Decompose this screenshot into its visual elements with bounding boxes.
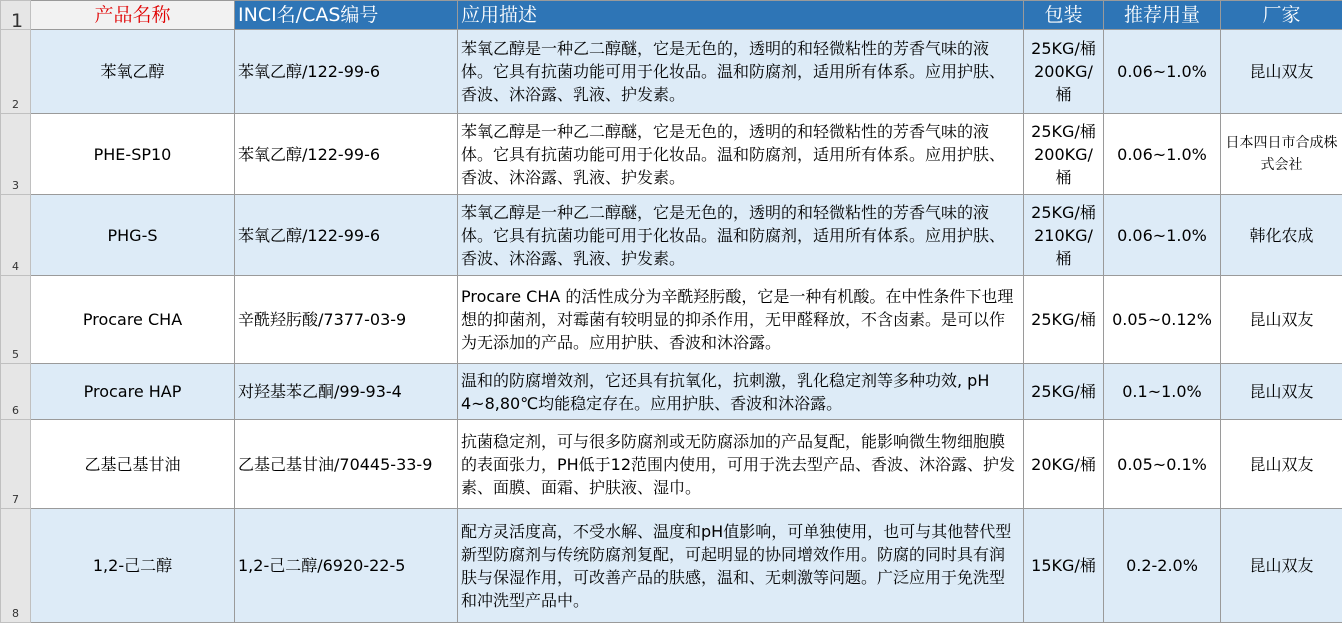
cell-maker[interactable]: 日本四日市合成株式会社: [1221, 114, 1342, 195]
row-number[interactable]: 7: [1, 420, 31, 509]
cell-desc[interactable]: 配方灵活度高，不受水解、温度和pH值影响，可单独使用，也可与其他替代型新型防腐剂与传统防腐剂复配，可起明显的协同增效作用。防腐的同时具有润肤与保湿作用，可改善产品的肤感，温和、无刺激等问题。广泛应用于免洗型和冲洗型产品中。: [458, 509, 1024, 623]
cell-name[interactable]: 乙基己基甘油: [31, 420, 235, 509]
cell-dose[interactable]: 0.1~1.0%: [1104, 364, 1221, 420]
cell-desc[interactable]: 抗菌稳定剂，可与很多防腐剂或无防腐添加的产品复配，能影响微生物细胞膜的表面张力，PH低于12范围内使用，可用于洗去型产品、香波、沐浴露、护发素、面膜、面霜、护肤液、湿巾。: [458, 420, 1024, 509]
cell-dose[interactable]: 0.05~0.1%: [1104, 420, 1221, 509]
cell-pack[interactable]: 25KG/桶: [1024, 276, 1104, 364]
cell-desc[interactable]: 温和的防腐增效剂，它还具有抗氧化，抗刺激，乳化稳定剂等多种功效, pH 4~8,80℃均能稳定存在。应用护肤、香波和沐浴露。: [458, 364, 1024, 420]
row-number[interactable]: 4: [1, 195, 31, 276]
table-row: [1, 364, 1342, 420]
column-header-pack[interactable]: 包装: [1024, 1, 1104, 30]
cell-name[interactable]: Procare CHA: [31, 276, 235, 364]
cell-dose[interactable]: 0.2-2.0%: [1104, 509, 1221, 623]
cell-maker[interactable]: 昆山双友: [1221, 276, 1342, 364]
cell-dose[interactable]: 0.05~0.12%: [1104, 276, 1221, 364]
cell-desc[interactable]: 苯氧乙醇是一种乙二醇醚，它是无色的，透明的和轻微粘性的芳香气味的液体。它具有抗菌功能可用于化妆品。温和防腐剂，适用所有体系。应用护肤、香波、沐浴露、乳液、护发素。: [458, 30, 1024, 114]
cell-inci[interactable]: 1,2-己二醇/6920-22-5: [235, 509, 458, 623]
cell-maker[interactable]: 昆山双友: [1221, 420, 1342, 509]
cell-maker[interactable]: 昆山双友: [1221, 364, 1342, 420]
cell-dose[interactable]: 0.06~1.0%: [1104, 114, 1221, 195]
table-row: [1, 509, 1342, 623]
column-header-name[interactable]: 产品名称: [31, 1, 235, 30]
cell-pack[interactable]: 15KG/桶: [1024, 509, 1104, 623]
cell-pack[interactable]: 20KG/桶: [1024, 420, 1104, 509]
cell-maker[interactable]: 昆山双友: [1221, 30, 1342, 114]
row-number[interactable]: 8: [1, 509, 31, 623]
header-row: [1, 1, 1342, 30]
column-header-desc[interactable]: 应用描述: [458, 1, 1024, 30]
column-header-dose[interactable]: 推荐用量: [1104, 1, 1221, 30]
cell-pack[interactable]: 25KG/桶 200KG/桶: [1024, 114, 1104, 195]
cell-inci[interactable]: 苯氧乙醇/122-99-6: [235, 114, 458, 195]
cell-name[interactable]: 1,2-己二醇: [31, 509, 235, 623]
row-number[interactable]: 6: [1, 364, 31, 420]
column-header-inci[interactable]: INCI名/CAS编号: [235, 1, 458, 30]
row-number[interactable]: 2: [1, 30, 31, 114]
table-row: [1, 420, 1342, 509]
cell-inci[interactable]: 乙基己基甘油/70445-33-9: [235, 420, 458, 509]
cell-name[interactable]: PHG-S: [31, 195, 235, 276]
table-row: [1, 30, 1342, 114]
cell-inci[interactable]: 对羟基苯乙酮/99-93-4: [235, 364, 458, 420]
cell-inci[interactable]: 辛酰羟肟酸/7377-03-9: [235, 276, 458, 364]
row-number[interactable]: 5: [1, 276, 31, 364]
cell-dose[interactable]: 0.06~1.0%: [1104, 30, 1221, 114]
cell-inci[interactable]: 苯氧乙醇/122-99-6: [235, 30, 458, 114]
row-number[interactable]: 3: [1, 114, 31, 195]
cell-name[interactable]: PHE-SP10: [31, 114, 235, 195]
cell-pack[interactable]: 25KG/桶 200KG/桶: [1024, 30, 1104, 114]
cell-maker[interactable]: 韩化农成: [1221, 195, 1342, 276]
cell-desc[interactable]: 苯氧乙醇是一种乙二醇醚，它是无色的，透明的和轻微粘性的芳香气味的液体。它具有抗菌功能可用于化妆品。温和防腐剂，适用所有体系。应用护肤、香波、沐浴露、乳液、护发素。: [458, 195, 1024, 276]
table-row: [1, 114, 1342, 195]
cell-desc[interactable]: Procare CHA 的活性成分为辛酰羟肟酸，它是一种有机酸。在中性条件下也理想的抑菌剂，对霉菌有较明显的抑杀作用，无甲醛释放，不含卤素。是可以作为无添加的产品。应用护肤、香波和沐浴露。: [458, 276, 1024, 364]
cell-pack[interactable]: 25KG/桶: [1024, 364, 1104, 420]
cell-name[interactable]: Procare HAP: [31, 364, 235, 420]
cell-pack[interactable]: 25KG/桶 210KG/桶: [1024, 195, 1104, 276]
cell-name[interactable]: 苯氧乙醇: [31, 30, 235, 114]
cell-dose[interactable]: 0.06~1.0%: [1104, 195, 1221, 276]
cell-maker[interactable]: 昆山双友: [1221, 509, 1342, 623]
row-number[interactable]: 1: [1, 1, 31, 30]
table-row: [1, 195, 1342, 276]
cell-inci[interactable]: 苯氧乙醇/122-99-6: [235, 195, 458, 276]
table-row: [1, 276, 1342, 364]
column-header-maker[interactable]: 厂家: [1221, 1, 1342, 30]
cell-desc[interactable]: 苯氧乙醇是一种乙二醇醚，它是无色的，透明的和轻微粘性的芳香气味的液体。它具有抗菌功能可用于化妆品。温和防腐剂，适用所有体系。应用护肤、香波、沐浴露、乳液、护发素。: [458, 114, 1024, 195]
